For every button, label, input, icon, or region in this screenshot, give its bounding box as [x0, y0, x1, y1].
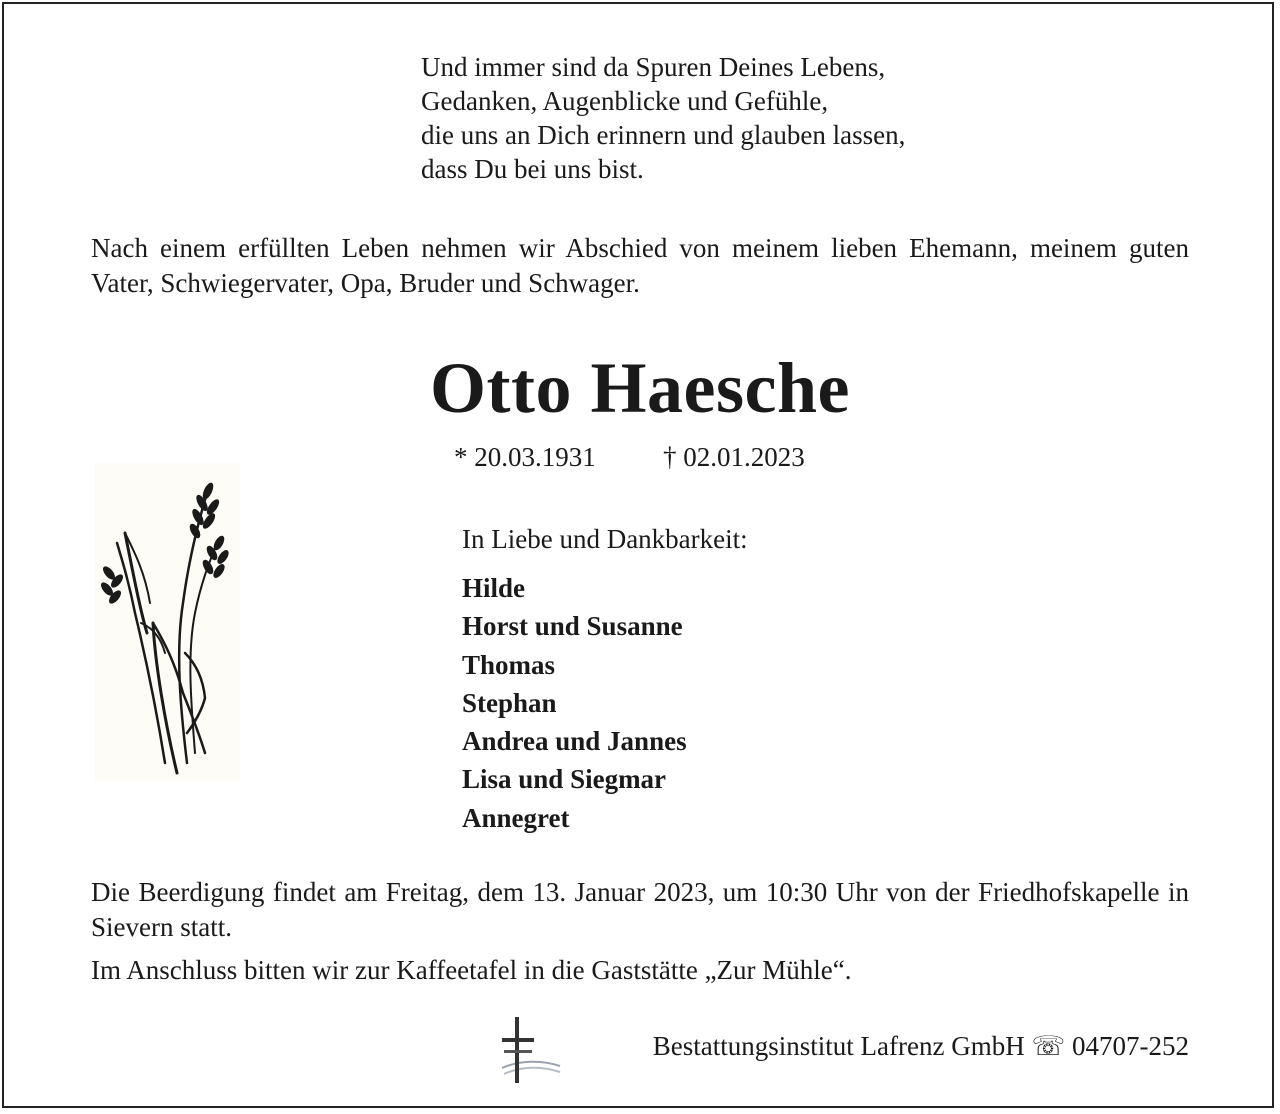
mourner-name: Annegret: [462, 802, 570, 833]
poem-line: Gedanken, Augenblicke und Gefühle,: [421, 86, 829, 116]
mourner-name: Stephan: [462, 687, 557, 718]
death-date: † 02.01.2023: [663, 442, 805, 472]
mourner-name: Hilde: [462, 573, 526, 603]
funeral-text: Die Beerdigung findet am Freitag, dem 13. Januar 2023, um 10:30 Uhr von der Friedhofskapelle in Sievern statt.: [91, 877, 1189, 942]
funeral-home-contact: Bestattungsinstitut Lafrenz GmbH ☏ 04707-252: [652, 1031, 1189, 1061]
poem: [421, 50, 905, 186]
deceased-name: Otto Haesche: [430, 348, 850, 428]
reception-text: Im Anschluss bitten wir zur Kaffeetafel in die Gaststätte „Zur Mühle“.: [91, 955, 852, 985]
mourner-name: Lisa und Siegmar: [462, 764, 667, 795]
poem-line: Und immer sind da Spuren Deines Lebens,: [421, 52, 886, 82]
mourner-name: Thomas: [462, 649, 556, 680]
intro-text: Nach einem erfüllten Leben nehmen wir Abschied von meinem lieben Ehemann, meinem guten Vater, Schwiegervater, Opa, Bruder und Schwager.: [91, 233, 1189, 298]
birth-date: * 20.03.1931: [454, 442, 596, 472]
wheat-stalks-icon: [95, 463, 240, 781]
poem-line: die uns an Dich erinnern und glauben lassen,: [421, 120, 906, 150]
mourner-name: Horst und Susanne: [462, 611, 683, 642]
mourning-heading: In Liebe und Dankbarkeit:: [462, 524, 748, 554]
poem-line: dass Du bei uns bist.: [421, 154, 644, 184]
cross-logo-icon: [500, 1016, 562, 1084]
mourners-list: [462, 569, 687, 837]
mourner-name: Andrea und Jannes: [462, 726, 687, 757]
